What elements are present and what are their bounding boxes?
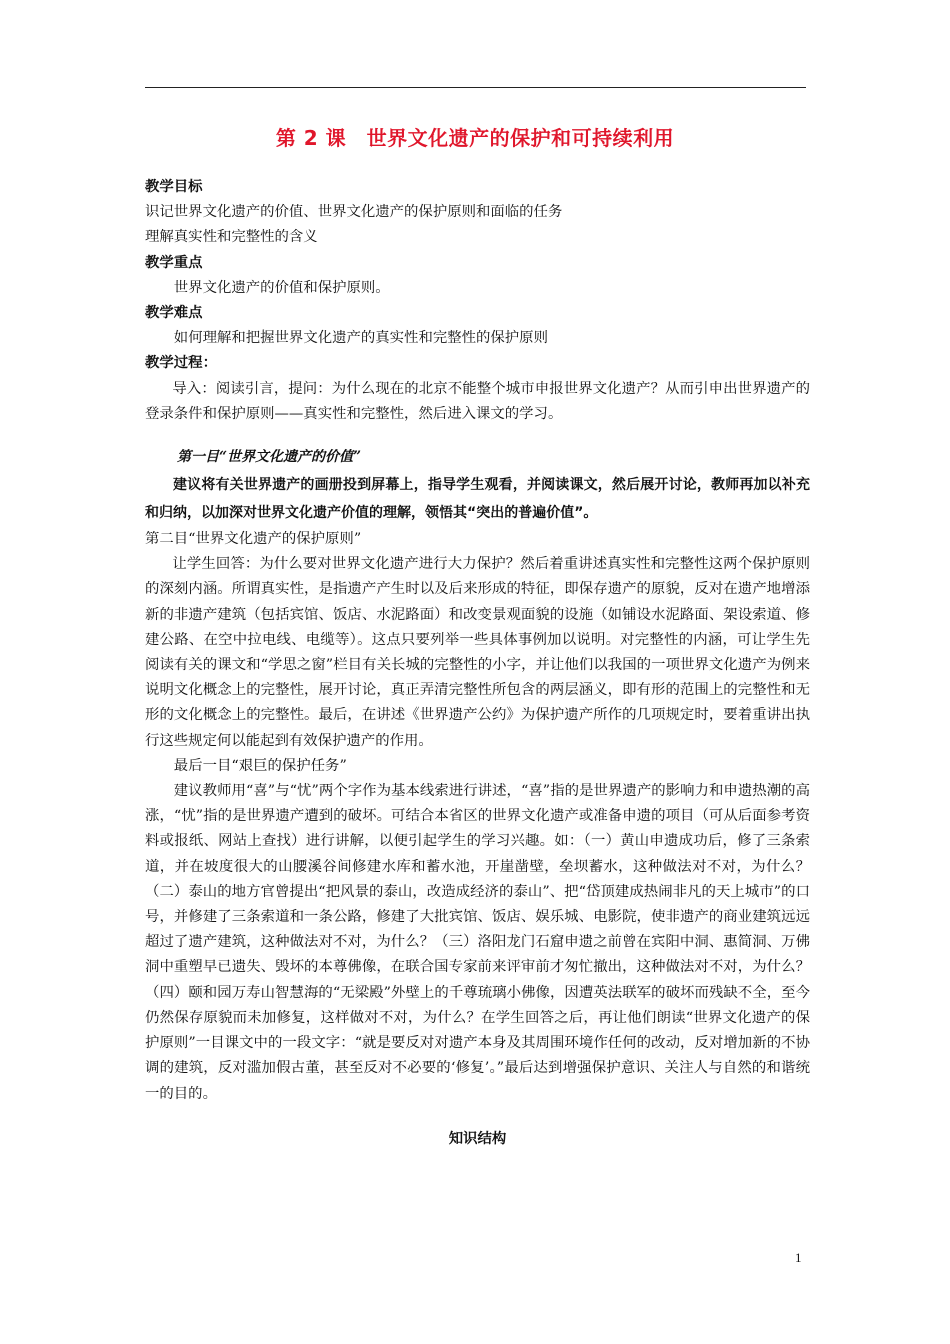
key-heading: 教学重点 xyxy=(145,254,203,271)
part2-text: 让学生回答：为什么要对世界文化遗产进行大力保护？然后着重讲述真实性和完整性这两个保护原则的深刻内涵。所谓真实性，是指遗产产生时以及后来形成的特征，即保存遗产的原貌，反对在遗产地增添新的非遗产建筑（包括宾馆、饭店、水泥路面）和改变景观面貌的设施（如铺设水泥路面、架设索道、修建公路、在空中拉电线、电缆等）。这点只要列举一些具体事例加以说明。对完整性的内涵，可让学生先阅读有关的课文和“学思之窗”栏目有关长城的完整性的小字，并让他们以我国的一项世界文化遗产为例来说明文化概念上的完整性，展开讨论，真正弄清完整性所包含的两层涵义，即有形的范围上的完整性和无形的文化概念上的完整性。最后，在讲述《世界遗产公约》为保护遗产所作的几项规定时，要着重讲出执行这些规定何以能起到有效保护遗产的作用。 xyxy=(145,556,810,749)
structure-heading: 知识结构 xyxy=(448,1130,507,1147)
difficult-heading: 教学难点 xyxy=(145,305,203,322)
header-rule xyxy=(145,87,806,88)
part3-title: 最后一目“艰巨的保护任务” xyxy=(173,757,347,774)
goal-item: 理解真实性和完整性的含义 xyxy=(145,229,318,246)
part1-title: 第一目“世界文化遗产的价值” xyxy=(177,449,362,466)
goals-heading: 教学目标 xyxy=(145,179,203,195)
part2-title: 第二目“世界文化遗产的保护原则” xyxy=(145,531,362,548)
part1-text: 建议将有关世界遗产的画册投到屏幕上，指导学生观看，并阅读课文，然后展开讨论，教师再加以补充和归纳，以加深对世界文化遗产价值的理解，领悟其“突出的普遍价值”。 xyxy=(145,477,810,522)
goal-item: 识记世界文化遗产的价值、世界文化遗产的保护原则和面临的任务 xyxy=(145,204,563,221)
page-number: 1 xyxy=(795,1250,802,1265)
spacer xyxy=(145,1107,810,1127)
part3-text: 建议教师用“喜”与“忧”两个字作为基本线索进行讲述，“喜”指的是世界遗产的影响力和申遗热潮的高涨，“忧”指的是世界遗产遭到的破坏。可结合本省区的世界文化遗产或准备申遗的项目（可从后面参考资料或报纸、网站上查找）进行讲解，以便引起学生的学习兴趣。如：（一）黄山申遗成功后，修了三条索道，并在坡度很大的山腰溪谷间修建水库和蓄水池，开崖凿壁，垒坝蓄水，这种做法对不对，为什么？（二）泰山的地方官曾提出“把风景的泰山，改造成经济的泰山”、把“岱顶建成热闹非凡的天上城市”的口号，并修建了三条索道和一条公路，修建了大批宾馆、饭店、娱乐城、电影院，使非遗产的商业建筑远远超过了遗产建筑，这种做法对不对，为什么？（三）洛阳龙门石窟申遗之前曾在宾阳中洞、惠简洞、万佛洞中重塑早已遗失、毁坏的本尊佛像，在联合国专家前来评审前才匆忙撤出，这种做法对不对，为什么？（四）颐和园万寿山智慧海的“无梁殿”外壁上的千尊琉璃小佛像，因遭英法联军的破坏而残缺不全，至今仍然保存原貌而未加修复，这样做对不对，为什么？在学生回答之后，再让他们朗读“世界文化遗产的保护原则”一目课文中的一段文字：“就是要反对对遗产本身及其周围环境作任何的改动，反对增加新的不协调的建筑，反对滥加假古董，甚至反对不必要的‘修复’。”最后达到增强保护意识、关注人与自然的和谐统一的目的。 xyxy=(145,783,810,1102)
document-body xyxy=(145,175,810,1152)
intro-paragraph: 导入：阅读引言，提问：为什么现在的北京不能整个城市申报世界文化遗产？从而引申出世界遗产的登录条件和保护原则——真实性和完整性，然后进入课文的学习。 xyxy=(145,380,810,422)
key-text: 世界文化遗产的价值和保护原则。 xyxy=(173,279,390,296)
page-title: 第 2 课 世界文化遗产的保护和可持续利用 xyxy=(275,126,675,150)
difficult-text: 如何理解和把握世界文化遗产的真实性和完整性的保护原则 xyxy=(173,330,548,347)
process-heading: 教学过程： xyxy=(145,355,217,372)
